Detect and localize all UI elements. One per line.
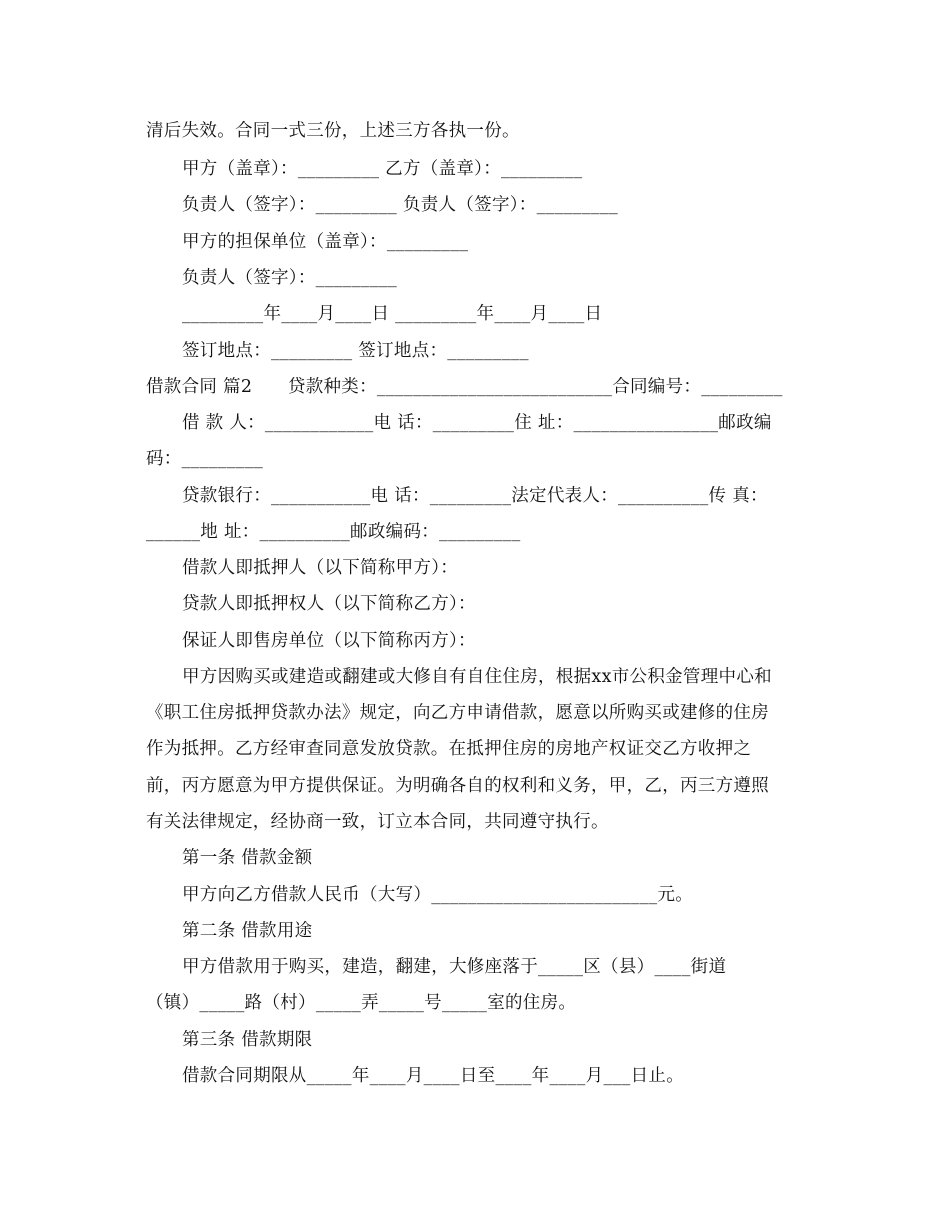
date-line: _________年____月____日 _________年____月____日 (182, 304, 603, 324)
text-line: 甲方向乙方借款人民币（大写）_________________________元。 (182, 885, 694, 905)
article-heading: 第三条 借款期限 (182, 1030, 313, 1050)
signature-line: 负责人（签字）：_________ (182, 268, 398, 288)
lender-info-line: ______地 址：__________邮政编码：_________ (146, 522, 521, 542)
paragraph-line: 甲方借款用于购买，建造，翻建，大修座落于_____区（县）____街道 (182, 957, 727, 977)
signature-line: 负责人（签字）：_________ 负责人（签字）：_________ (182, 195, 619, 215)
borrower-info-line: 借 款 人：____________电 话：_________住 址：________________邮政编 (182, 413, 772, 433)
party-a-seal-line: 甲方（盖章）：_________ 乙方（盖章）：_________ (182, 159, 583, 179)
guarantor-seal-line: 甲方的担保单位（盖章）：_________ (182, 232, 469, 252)
paragraph-line: 甲方因购买或建造或翻建或大修自有自住住房，根据xx市公积金管理中心和 (182, 667, 772, 687)
section-heading: 借款合同 篇2 贷款种类：__________________________合同编号：_________ (146, 377, 783, 397)
text-line: 借款合同期限从_____年____月____日至____年____月___日止。 (182, 1066, 684, 1086)
paragraph-line: （镇）_____路（村）_____弄_____号_____室的住房。 (146, 993, 577, 1013)
paragraph-line: 前，丙方愿意为甲方提供保证。为明确各自的权利和义务，甲，乙，丙三方遵照 (146, 776, 769, 796)
article-heading: 第一条 借款金额 (182, 848, 313, 868)
text-line: 清后失效。合同一式三份，上述三方各执一份。 (146, 121, 520, 141)
signing-place-line: 签订地点：_________ 签订地点：_________ (182, 341, 529, 361)
text-line: 借款人即抵押人（以下简称甲方）： (182, 558, 459, 578)
borrower-info-line: 码：_________ (146, 449, 264, 469)
lender-info-line: 贷款银行：___________电 话：_________法定代表人：__________传 真： (182, 486, 768, 506)
paragraph-line: 作为抵押。乙方经审查同意发放贷款。在抵押住房的房地产权证交乙方收押之 (146, 739, 752, 759)
article-heading: 第二条 借款用途 (182, 921, 313, 941)
paragraph-line: 《职工住房抵押贷款办法》规定，向乙方申请借款，愿意以所购买或建修的住房 (146, 703, 769, 723)
paragraph-line: 有关法律规定，经协商一致，订立本合同，共同遵守执行。 (146, 812, 609, 832)
text-line: 保证人即售房单位（以下简称丙方）： (182, 631, 476, 651)
text-line: 贷款人即抵押权人（以下简称乙方）： (182, 594, 476, 614)
